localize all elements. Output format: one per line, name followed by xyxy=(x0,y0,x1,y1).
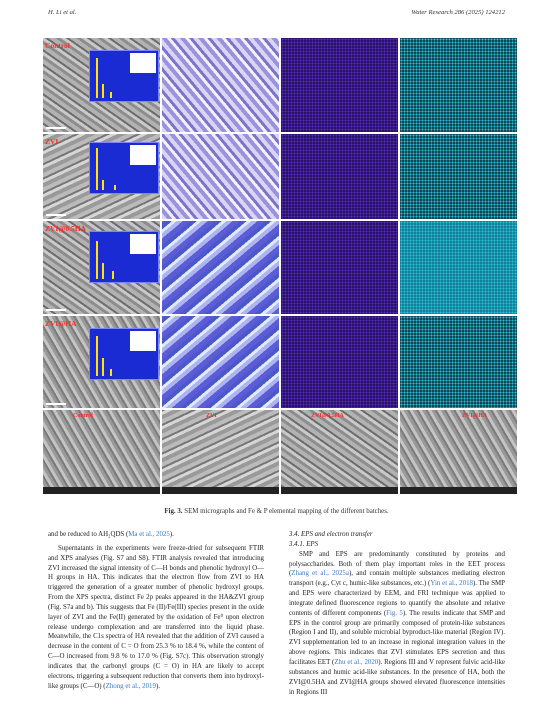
p-map-zvi-0-5ha xyxy=(281,221,398,314)
eds-peak xyxy=(102,180,104,190)
figure-caption xyxy=(0,508,553,515)
sem-zvi xyxy=(43,134,160,219)
eds-table xyxy=(130,53,156,73)
eds-peak xyxy=(114,185,116,190)
caption-label: Fig. 3. xyxy=(164,508,183,515)
sem-bottom-zvi xyxy=(162,410,279,494)
eds-spectrum-zvi xyxy=(89,142,159,194)
citation-link[interactable]: Yin et al., 2018 xyxy=(430,580,473,588)
caption-text: SEM micrographs and Fe & P elemental mapping of the different batches. xyxy=(184,508,389,515)
overlay-zvi-ha xyxy=(162,316,279,408)
eds-table xyxy=(130,145,156,165)
text: ), and contain multiple substances mediating electron transport (e.g., Cyt c, humic-like substances, etc.) ( xyxy=(289,570,505,588)
eds-peak xyxy=(102,84,104,98)
text: Supernatants in the experiments were freeze-dried for subsequent FTIR and XPS analyses (Fig. S7 and S8). FTIR analysis revealed that introducing ZVI increased the signal intensity of C—H bonds and phenolic hydroxyl O—H groups in HA. This indicates that the electron flow from ZVI to HA triggered the generation of a greater number of phenolic hydroxyl groups. From the XPS spectra, distinct Fe 2p peaks appeared in the HA&ZVI group (Fig. S7a and b). This suggests that Fe (II)/Fe(III) species present in the oxide layer of ZVI and the Fe(II) generated by the oxidation of Fe⁰ upon electron release undergo complexation and are transferred into the liquid phase. Meanwhile, the C1s spectra of HA revealed that the addition of ZVI caused a decrease in the content of C = O from 25.3 % to 18.4 %, while the content of C—O increased from 9.8 % to 17.0 % (Fig. S7c). This observation strongly indicates that the carbonyl groups (C = O) in HA are likely to accept electrons, triggering a subsequent reduction that converts them into hydroxyl-like groups (C—O) ( xyxy=(48,544,264,690)
subsection-heading: 3.4.1. EPS xyxy=(289,540,319,548)
running-header-journal: Water Research 286 (2025) 124212 xyxy=(411,9,505,16)
sem-bottom-control xyxy=(43,410,160,494)
overlay-zvi-0-5ha xyxy=(162,221,279,314)
paragraph xyxy=(48,544,264,692)
figure-3 xyxy=(43,24,517,494)
scale-bar xyxy=(46,403,66,405)
sem-zvi-0-5ha xyxy=(43,221,160,314)
eds-peak xyxy=(112,271,114,279)
p-map-control xyxy=(281,38,398,132)
eds-table xyxy=(130,331,156,351)
citation-link[interactable]: Ma et al., 2025 xyxy=(128,531,170,538)
text: ). xyxy=(169,531,174,538)
running-header-authors: H. Li et al. xyxy=(48,9,77,16)
paragraph xyxy=(289,550,505,698)
eds-peak xyxy=(96,241,98,279)
row-label-zvi-ha: ZVI@HA xyxy=(45,319,77,328)
paragraph xyxy=(48,530,264,540)
citation-link[interactable]: Zhong et al., 2019 xyxy=(105,682,156,690)
sem-info-bar xyxy=(281,487,398,494)
bottom-label-zvi-ha: ZVI@HA xyxy=(462,413,488,419)
eds-peak xyxy=(96,148,98,190)
bottom-label-control: Control xyxy=(73,413,93,419)
sem-info-bar xyxy=(43,487,160,494)
text: ). Regions III and V represent fulvic acid-like substances and humic acid-like substances. In the presence of HA, both the ZVI@0.5HA and ZVI@HA groups showed elevated fluorescence intensities in Regions III xyxy=(289,658,505,696)
figure-link[interactable]: Fig. 5 xyxy=(386,609,403,617)
row-label-zvi-0-5ha: ZVI@0.5HA xyxy=(45,224,86,233)
bottom-label-zvi-0-5ha: ZVI@0.5HA xyxy=(311,413,344,419)
eds-spectrum-control xyxy=(89,50,159,102)
fe-map-control xyxy=(400,38,517,132)
citation-link[interactable]: Zhu et al., 2020 xyxy=(334,658,379,666)
text: and be reduced to AH₂QDS ( xyxy=(48,531,129,538)
eds-peak xyxy=(102,358,104,376)
overlay-zvi xyxy=(162,134,279,219)
fe-map-zvi xyxy=(400,134,517,219)
left-column xyxy=(48,530,264,692)
eds-peak xyxy=(110,92,112,98)
citation-link[interactable]: Zhang et al., 2025a xyxy=(291,570,349,578)
eds-peak xyxy=(102,263,104,279)
section-heading: 3.4. EPS and electron transfer xyxy=(289,531,373,538)
p-map-zvi-ha xyxy=(281,316,398,408)
sem-bottom-zvi-0-5ha xyxy=(281,410,398,494)
eds-peak xyxy=(96,336,98,376)
text: ). The SMP and EPS were characterized by EEM, and FRI technique was applied to integrate defined fluorescence regions to quantify the absolute and relative contents of different components ( xyxy=(289,580,506,617)
sem-zvi-ha xyxy=(43,316,160,408)
p-map-zvi xyxy=(281,134,398,219)
bottom-label-zvi: ZVI xyxy=(206,413,217,419)
sem-info-bar xyxy=(162,487,279,494)
scale-bar xyxy=(46,127,66,129)
overlay-control xyxy=(162,38,279,132)
text: ). The results indicate that SMP and EPS in the control group are primarily composed of protein-like substances (Region I and II), and soluble microbial byproduct-like material (Region IV). ZVI supplementation led to an increase in regional integration values in the above regions. This indicates that ZVI stimulates EPS secretion and thus facilitates EET ( xyxy=(289,609,505,666)
eds-peak xyxy=(110,369,112,376)
row-label-zvi: ZVI xyxy=(45,137,59,146)
text: ). xyxy=(155,682,160,690)
scale-bar xyxy=(46,309,66,311)
eds-peak xyxy=(96,58,98,98)
eds-spectrum-zvi-0-5ha xyxy=(89,231,159,283)
sem-bottom-zvi-ha xyxy=(400,410,517,494)
sem-info-bar xyxy=(400,487,517,494)
fe-map-zvi-0-5ha xyxy=(400,221,517,314)
scale-bar xyxy=(46,214,66,216)
sem-control xyxy=(43,38,160,132)
row-label-control: Control xyxy=(45,41,70,50)
fe-map-zvi-ha xyxy=(400,316,517,408)
text: SMP and EPS are predominantly constituted by proteins and polysaccharides. Both of them play important roles in the EET process ( xyxy=(289,550,505,578)
right-column xyxy=(289,530,505,697)
eds-table xyxy=(130,234,156,254)
eds-spectrum-zvi-ha xyxy=(89,328,159,380)
